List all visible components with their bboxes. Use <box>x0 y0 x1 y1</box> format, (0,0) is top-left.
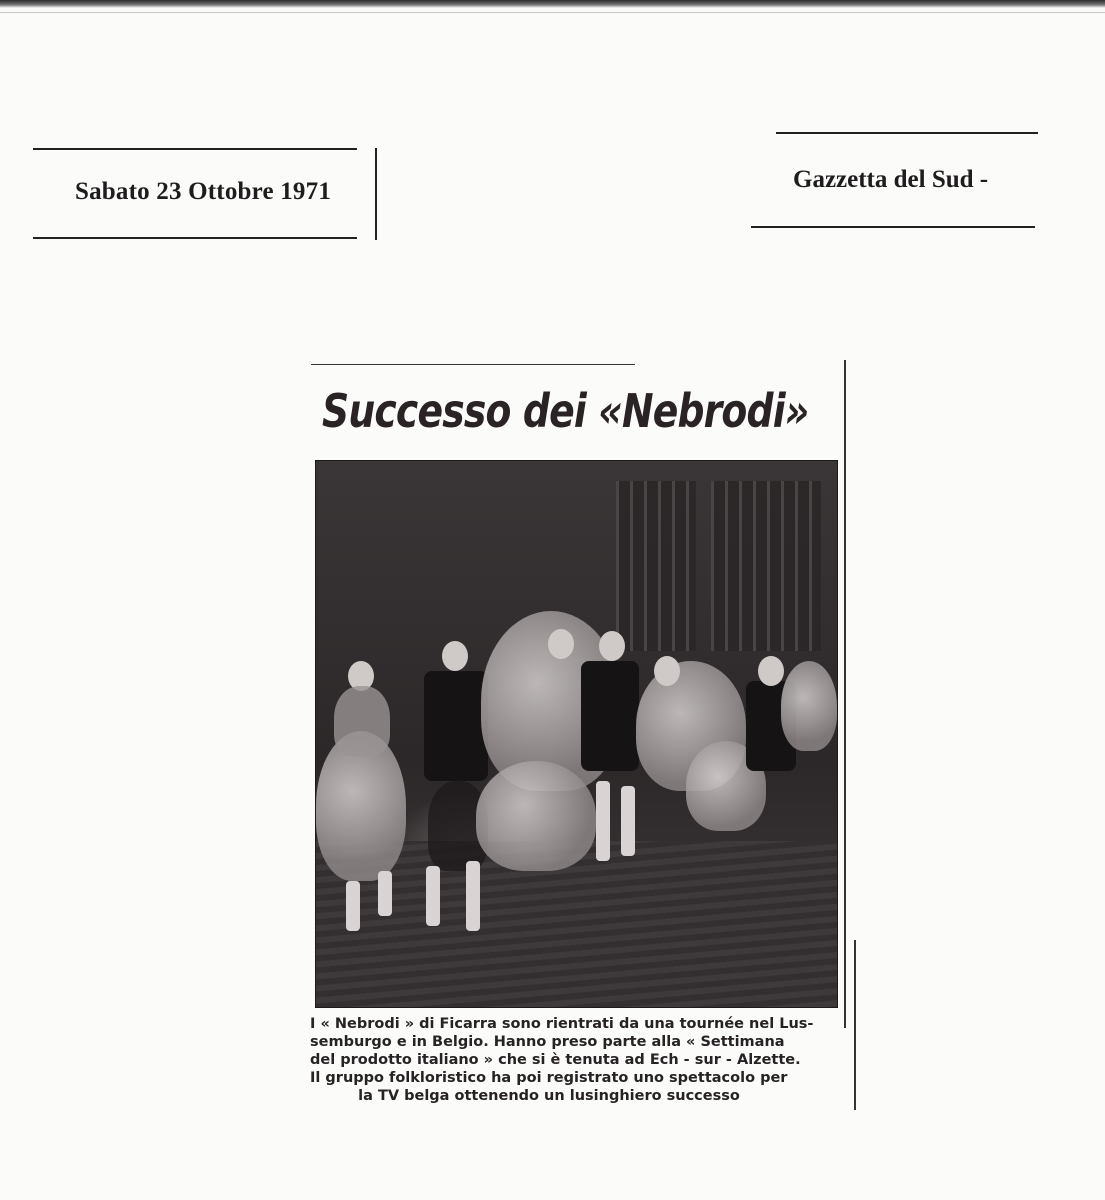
dancer-vest <box>424 671 488 781</box>
dancer-leg <box>378 871 392 916</box>
dancer-leg <box>596 781 610 861</box>
article-headline: Successo dei «Nebrodi» <box>322 384 809 438</box>
scan-top-edge <box>0 0 1105 8</box>
dancer-leg <box>426 866 440 926</box>
newspaper-name: Gazzetta del Sud - <box>793 166 989 193</box>
photo-floor <box>316 841 837 1007</box>
dancer-head <box>442 641 468 671</box>
newspaper-header <box>751 132 1041 230</box>
caption-line: semburgo e in Belgio. Hanno preso parte alla « Settimana <box>310 1034 785 1050</box>
caption-line: la TV belga ottenendo un lusinghiero successo <box>358 1088 740 1104</box>
date-header <box>33 148 377 240</box>
dancer-vest <box>581 661 639 771</box>
dancer-skirt <box>476 761 596 871</box>
publication-date: Sabato 23 Ottobre 1971 <box>75 178 332 205</box>
article-photo <box>315 460 838 1008</box>
article-rule-right-lower <box>854 940 856 1110</box>
dancer-leg <box>346 881 360 931</box>
scan-top-line <box>0 12 1105 13</box>
dancer-leg <box>621 786 635 856</box>
caption-line: del prodotto italiano » che si è tenuta ad Ech - sur - Alzette. <box>310 1052 801 1068</box>
date-rule-top <box>33 148 357 150</box>
photo-window-left <box>616 481 696 651</box>
newspaper-rule-bottom <box>751 226 1035 228</box>
dancer-head <box>654 656 680 686</box>
date-rule-bottom <box>33 237 357 239</box>
dancer-skirt <box>781 661 837 751</box>
caption-line: Il gruppo folkloristico ha poi registrato uno spettacolo per <box>310 1070 788 1086</box>
dancer-body <box>334 686 390 756</box>
caption-line: I « Nebrodi » di Ficarra sono rientrati da una tournée nel Lus- <box>310 1016 814 1032</box>
article-rule-top <box>311 364 635 365</box>
dancer-head <box>548 629 574 659</box>
photo-window-right <box>711 481 821 651</box>
dancer-leg <box>466 861 480 931</box>
dancer-head <box>758 656 784 686</box>
article-rule-right <box>844 360 846 1028</box>
dancer-head <box>599 631 625 661</box>
photo-caption <box>310 1015 848 1105</box>
newspaper-rule-top <box>776 132 1038 134</box>
date-rule-right <box>375 148 377 240</box>
